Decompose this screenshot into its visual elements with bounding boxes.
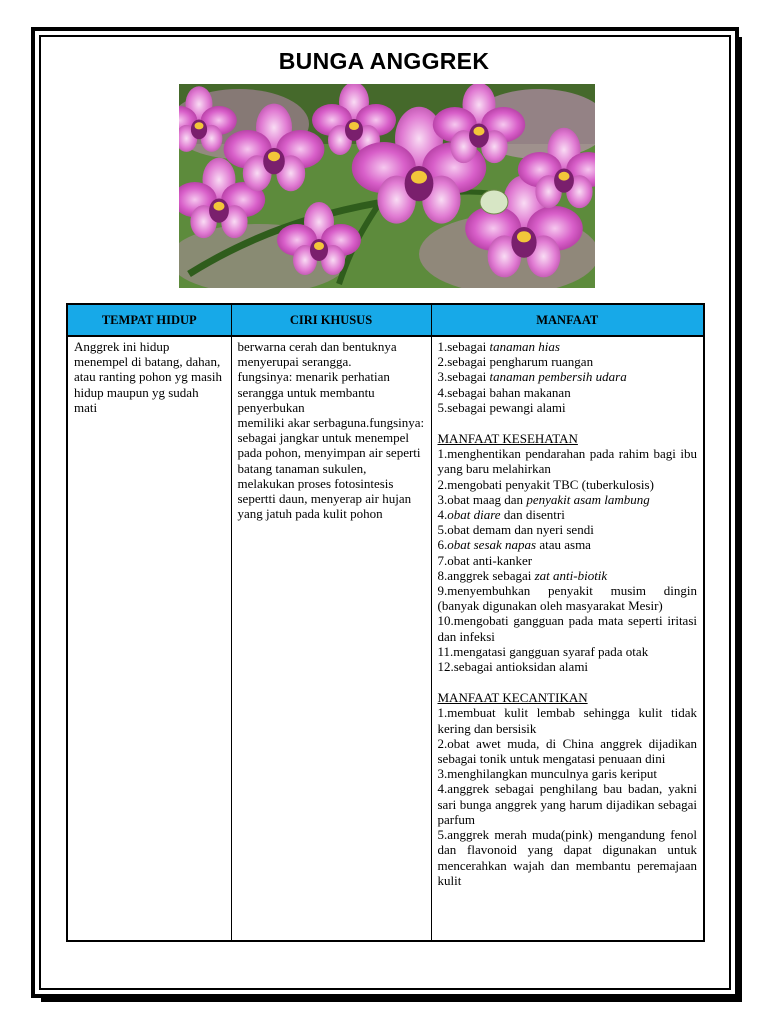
list-item: 5.sebagai pewangi alami xyxy=(437,399,566,415)
ciri-khusus-3: memiliki akar serbaguna.fungsinya: sebagai jangkar untuk menempel pada pohon, menyimpan air seperti batang tanaman sukulen, melakukan proses fotosintesis sepertti daun, menyerap air hujan yang jatuh pada kulit pohon xyxy=(237,415,425,522)
list-item: 3.sebagai tanaman pembersih udara xyxy=(437,369,627,385)
list-item: 2.obat awet muda, di China anggrek dijadikan sebagai tonik untuk mengatasi penuaan dini xyxy=(437,735,697,767)
list-item: 7.obat anti-kanker xyxy=(437,552,533,568)
orchid-photo-icon xyxy=(179,84,595,288)
page-border-shadow-right xyxy=(739,37,742,1002)
list-item: 4.obat diare dan disentri xyxy=(437,507,565,523)
section-heading-kecantikan: MANFAAT KECANTIKAN xyxy=(437,690,588,706)
tempat-hidup-text: Anggrek ini hidup menempel di batang, dahan, atau ranting pohon yg masih hidup maupun yg sudah mati xyxy=(74,339,223,415)
list-item: 11.mengatasi gangguan syaraf pada otak xyxy=(437,643,649,659)
cell-tempat-hidup xyxy=(67,336,231,941)
list-item: 1.menghentikan pendarahan pada rahim bagi ibu yang baru melahirkan xyxy=(437,446,697,477)
header-tempat-hidup: TEMPAT HIDUP xyxy=(67,304,231,336)
manfaat-list xyxy=(438,339,698,415)
ciri-khusus-1: berwarna cerah dan bentuknya menyerupai serangga. xyxy=(237,339,397,370)
list-item: 3.obat maag dan penyakit asam lambung xyxy=(437,491,650,507)
orchid-info-table xyxy=(66,303,705,942)
list-item: 2.mengobati penyakit TBC (tuberkulosis) xyxy=(437,476,654,492)
list-item: 1.membuat kulit lembab sehingga kulit tidak kering dan bersisik xyxy=(437,705,697,736)
list-item: 12.sebagai antioksidan alami xyxy=(437,659,589,675)
list-item: 4.anggrek sebagai penghilang bau badan, yakni sari bunga anggrek yang harum dijadikan sebagai parfum xyxy=(437,781,697,827)
list-item: 9.menyembuhkan penyakit musim dingin (banyak digunakan oleh masyarakat Mesir) xyxy=(437,583,697,614)
kesehatan-list xyxy=(438,446,698,674)
header-manfaat: MANFAAT xyxy=(431,304,704,336)
page-title: BUNGA ANGGREK xyxy=(278,48,490,74)
kecantikan-list xyxy=(438,705,698,887)
section-heading-kesehatan: MANFAAT KESEHATAN xyxy=(437,431,578,447)
list-item: 6.obat sesak napas atau asma xyxy=(437,537,591,553)
cell-manfaat xyxy=(431,336,704,941)
list-item: 10.mengobati gangguan pada mata seperti iritasi dan infeksi xyxy=(437,613,697,644)
list-item: 5.anggrek merah muda(pink) mengandung fenol dan flavonoid yang dapat digunakan untuk mencerahkan wajah dan membantu peremajaan kulit xyxy=(437,827,697,888)
list-item: 8.anggrek sebagai zat anti-biotik xyxy=(437,567,608,583)
page-border-shadow-bottom xyxy=(41,998,742,1002)
cell-ciri-khusus xyxy=(231,336,431,941)
list-item: 1.sebagai tanaman hias xyxy=(437,339,560,354)
header-ciri-khusus: CIRI KHUSUS xyxy=(231,304,431,336)
list-item: 4.sebagai bahan makanan xyxy=(437,384,571,400)
list-item: 5.obat demam dan nyeri sendi xyxy=(437,522,594,538)
list-item: 2.sebagai pengharum ruangan xyxy=(437,354,594,370)
list-item: 3.menghilangkan munculnya garis keriput xyxy=(437,766,658,782)
ciri-khusus-2: fungsinya: menarik perhatian serangga untuk membantu penyerbukan xyxy=(237,369,390,415)
